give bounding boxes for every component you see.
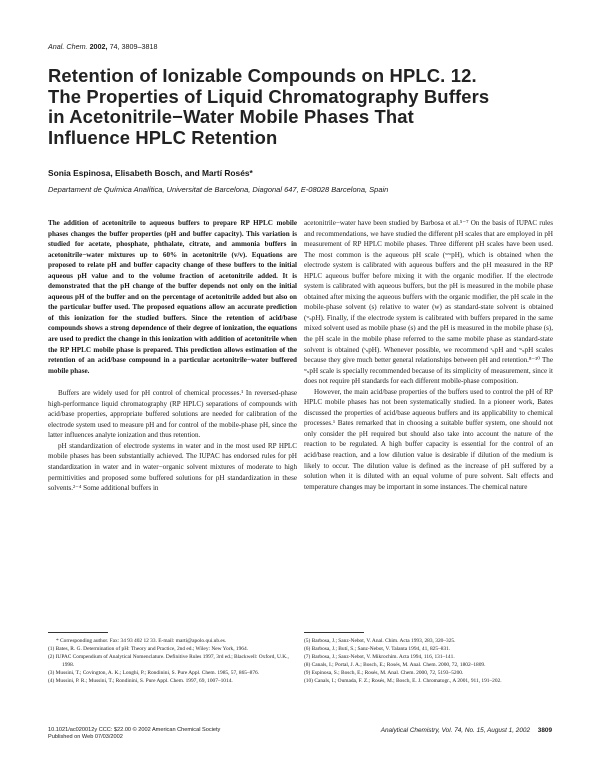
footnote-rule: [304, 632, 364, 633]
right-column: [304, 218, 553, 492]
page-number: 3809: [537, 727, 552, 734]
author-list: Sonia Espinosa, Elisabeth Bosch, and Martí Rosés*: [48, 168, 253, 178]
footnotes-left: [48, 632, 297, 686]
doi-line: 10.1021/ac020012y CCC: $22.00 © 2002 American Chemical Society: [48, 727, 221, 733]
body-paragraph: Buffers are widely used for pH control of chemical processes.¹ In reversed-phase high-performance liquid chromatography (RP HPLC) separations of compounds with acid/base properties, appropriate buffered solutions are needed for calibration of the electrode system used to measure pH and for control of the mobile-phase pH, since the latter influences analyte ionization and thus retention.: [48, 389, 297, 440]
publication-date-line: Published on Web 07/03/2002: [48, 734, 123, 741]
journal-volume-pages: 74, 3809–3818: [109, 42, 158, 51]
left-column: [48, 218, 297, 494]
title-line: in Acetonitrile−Water Mobile Phases That: [48, 106, 414, 128]
journal-name: Anal. Chem.: [48, 42, 88, 51]
reference-item: (9) Espinosa, S.; Bosch, E.; Rosés, M. Anal. Chem. 2000, 72, 5193–5200.: [304, 670, 464, 677]
body-paragraph: However, the main acid/base properties of the buffers used to control the pH of RP HPLC mobile phases has not been systematically studied. In a pioneer work, Bates discussed the properties of acid/base aqueous buffers and its applicability to chemical processes.¹ Bates remarked that in choosing a suitable buffer system, one should not only consider the pH required but should also take into account the nature of the reaction to be regulated. A high buffer capacity is essential for the control of an acid/base reaction, and a low dilution value is desirable if dilution of the medium is likely to occur. The dilution value is defined as the increase of pH suffered by a solution when it is diluted with an equal volume of pure solvent. Salt effects and temperature changes may be important in some instances. The chemical nature: [304, 387, 553, 491]
corresponding-author-note: * Corresponding author. Fax: 34 93 402 12 33. E-mail: marti@apolo.qui.ub.es.: [56, 638, 227, 644]
reference-item: (3) Mussini, T.; Covington, A. K.; Longhi, P.; Rondinini, S. Pure Appl. Chem. 1985, 57, 865–876.: [48, 670, 260, 677]
journal-issue: Analytical Chemistry, Vol. 74, No. 15, August 1, 2002: [380, 727, 530, 734]
body-paragraph: acetonitrile−water have been studied by Barbosa et al.⁵⁻⁷ On the basis of IUPAC rules and recommendations, we have studied the different pH scales that are employed in pH measurement of RP HPLC mobile phases. Three different pH scales have been used. The most common is the aqueous pH scale (ʷʷpH), which is obtained when the electrode system is calibrated with aqueous buffers and the pH measured in the RP HPLC aqueous buffer before mixing it with the organic modifier. If the electrode system is calibrated with aqueous buffers, but the pH is measured in the mobile phase obtained after mixing the aqueous buffers with the organic modifier, the pH scale in the mobile-phase solvent (s) relative to water (w) as standard-state solvent is obtained (ʷₛpH). Finally, if the electrode system is calibrated with buffers prepared in the same mixed solvent used as mobile phase (s) and the pH is measured in the mobile phase (s), the pH scale in the mobile phase referred to the same mobile phase as standard-state solvent is obtained (ˢₛpH). Whenever possible, we recommend ˢₛpH and ʷₛpH scales because they give much better general relationships between pH and retention.⁸⁻¹⁰ The ʷₛpH scale is specially recommended because of its simplicity of measurement, since it does not require pH standards for each different mobile-phase composition.: [304, 219, 553, 386]
title-line: Influence HPLC Retention: [48, 126, 278, 148]
journal-citation: [48, 42, 158, 51]
reference-item: (1) Bates, R. G. Determination of pH: Theory and Practice, 2nd ed.; Wiley: New York, 1964.: [48, 646, 249, 653]
affiliation: Departament de Química Analítica, Universitat de Barcelona, Diagonal 647, E-08028 Barcelona, Spain: [48, 185, 389, 194]
article-title: [48, 66, 558, 148]
reference-item: (10) Canals, I.; Oumada, F. Z.; Rosés, M.; Bosch, E. J. Chromatogr., A 2001, 911, 191–202.: [304, 678, 502, 685]
title-line: Retention of Ionizable Compounds on HPLC. 12.: [48, 65, 477, 86]
footnote-rule: [48, 632, 108, 633]
reference-item: (8) Canals, I.; Portal, J. A.; Bosch, E.; Rosés, M. Anal. Chem. 2000, 72, 1802–1809.: [304, 662, 486, 669]
reference-item: (4) Mussini, P. R.; Mussini, T.; Rondinini, S. Pure Appl. Chem. 1997, 69, 1007–1014.: [48, 678, 233, 685]
doi-footer: [48, 727, 220, 741]
reference-item: (5) Barbosa, J.; Sanz-Nebot, V. Anal. Chim. Acta 1993, 283, 320–325.: [304, 638, 456, 644]
title-line: The Properties of Liquid Chromatography Buffers: [48, 85, 490, 107]
running-footer: [381, 727, 552, 734]
reference-item: (7) Barbosa, J.; Sanz-Nebot, V. Mikrochim. Acta 1994, 116, 131–141.: [304, 654, 455, 661]
reference-item: (6) Barbosa, J.; Butí, S.; Sanz-Nebot, V. Talanta 1994, 41, 825–831.: [304, 646, 451, 653]
body-paragraph: pH standardization of electrode systems in water and in the most used RP HPLC mobile phases has been substantially achieved. The IUPAC has endorsed rules for pH standardization in water and in water−organic solvent mixtures of moderate to high permittivities and proposed some buffered solutions for pH standardization in these solvents.²⁻⁴ Some additional buffers in: [48, 441, 297, 493]
reference-item: (2) IUPAC Compendium of Analytical Nomenclature. Definitive Rules 1997, 3rd ed.; Blackwell: Oxford, U.K., 1998.: [48, 654, 289, 669]
journal-year: 2002,: [89, 42, 108, 51]
footnotes-right: [304, 632, 553, 686]
abstract: The addition of acetonitrile to aqueous buffers to prepare RP HPLC mobile phases changes the buffer properties (pH and buffer capacity). This variation is studied for acetate, phosphate, phthalate, citrate, and ammonia buffers in acetonitrile−water mixtures up to 60% in acetonitrile (v/v). Equations are proposed to relate pH and buffer capacity change of these buffers to the initial aqueous pH value and to the volume fraction of acetonitrile added. It is demonstrated that the pH change of the buffer depends not only on the initial aqueous pH of the buffer and on the percentage of acetonitrile added but also on the particular buffer used. The proposed equations allow an accurate prediction of this ionization for the studied buffers. Since the retention of acid/base compounds shows a strong dependence of their degree of ionization, the equations are used to predict the change in this ionization with addition of acetonitrile when the RP HPLC mobile phase is prepared. This prediction allows estimation of the retention of an acid/base compound in a particular acetonitrile−water buffered mobile phase.: [48, 219, 297, 375]
